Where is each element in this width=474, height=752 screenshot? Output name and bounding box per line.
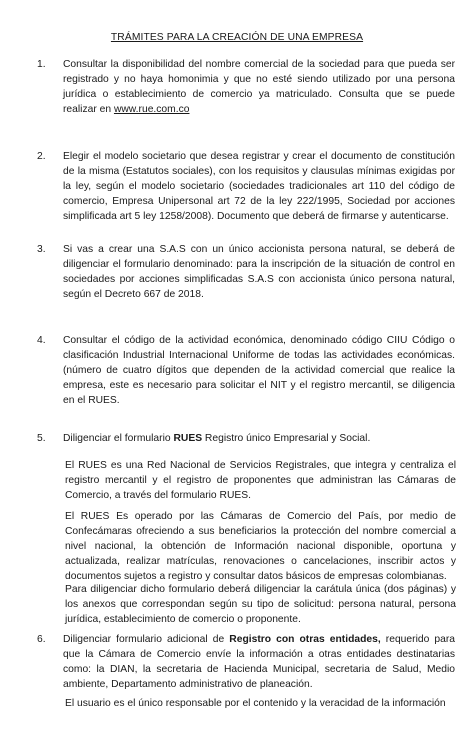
registro-otras-entidades-bold: Registro con otras entidades, (229, 634, 381, 645)
list-item-text: Si vas a crear una S.A.S con un único accionista persona natural, se deberá de diligenciar el formulario denominado: para la inscripción de la situación de control en sociedades por acciones simplificadas S.A.S con accionista único persona natural, según el Decreto 667 de 2018. (63, 244, 455, 300)
list-item-text: Consultar el código de la actividad económica, denominado código CIIU Código o clasificación Industrial Internacional Uniforme de todas las actividades económicas. (número de cuatro dígitos que dependen de la actividad comercial que realice la empresa, este es necesario para solicitar el NIT y el registro mercantil, se diligencia en el RUES. (63, 335, 455, 406)
list-item-text: Consultar la disponibilidad del nombre comercial de la sociedad para que pueda ser registrado y no haya homonimia y que no esté siendo utilizado por una persona jurídica o establecimiento de comercio ya matriculado. Consulta que se puede realizar en www.rue.com.co (63, 59, 455, 115)
rues-description-paragraph: El RUES es una Red Nacional de Servicios Registrales, que integra y centraliza el registro mercantil y el registro de proponentes que administran las Cámaras de Comercio, a través del formulario RUES. (65, 460, 456, 501)
list-number: 1. (37, 59, 46, 70)
list-number: 3. (37, 244, 46, 255)
list-item-6 (37, 632, 457, 692)
list-item-4 (37, 333, 457, 408)
rue-link[interactable]: www.rue.com.co (113, 104, 190, 115)
list-number: 5. (37, 433, 46, 444)
list-item-text: Elegir el modelo societario que desea registrar y crear el documento de constitución de la misma (Estatutos sociales), con los requisitos y clausulas mínimas exigidas por la ley, según el modelo societario (sociedades tradicionales art 110 del código de comercio, Empresa Unipersonal art 72 de la ley 222/1995, Sociedad por acciones simplificada art 5 ley 1258/2008). Documento que deberá de firmarse y autenticarse. (63, 151, 455, 222)
list-item-3 (37, 242, 457, 302)
list-item-5 (37, 431, 457, 446)
document-title: TRÁMITES PARA LA CREACIÓN DE UNA EMPRESA (110, 32, 364, 43)
rues-bold: RUES (173, 433, 203, 444)
list-item-1 (37, 57, 457, 117)
list-item-text: Diligenciar formulario adicional de Registro con otras entidades, requerido para que la Cámara de Comercio envíe la información a otras entidades destinatarias como: la DIAN, la secretaria de Hacienda Municipal, secretaria de Salud, Medio ambiente, Departamento administrativo de planeación. (63, 634, 455, 690)
list-number: 2. (37, 151, 46, 162)
list-number: 6. (37, 634, 46, 645)
rues-form-paragraph: Para diligenciar dicho formulario deberá diligenciar la carátula única (dos páginas) y los anexos que correspondan según su tipo de solicitud: persona natural, persona jurídica, establecimiento de comercio o proponente. (65, 584, 456, 625)
list-item-text: Diligenciar el formulario RUES Registro único Empresarial y Social. (63, 433, 371, 444)
rues-operation-paragraph: El RUES Es operado por las Cámaras de Comercio del País, por medio de Confecámaras ofreciendo a sus beneficiarios la protección del nombre comercial a nivel nacional, la obtención de Información nacional disponible, oportuna y actualizada, realizar matrículas, renovaciones o cancelaciones, inscribir actos y documentos sujetos a registro y consultar datos básicos de empresas colombianas. (65, 511, 456, 582)
list-item-2 (37, 149, 457, 224)
list-number: 4. (37, 335, 46, 346)
closing-note: El usuario es el único responsable por el contenido y la veracidad de la información (65, 698, 446, 709)
